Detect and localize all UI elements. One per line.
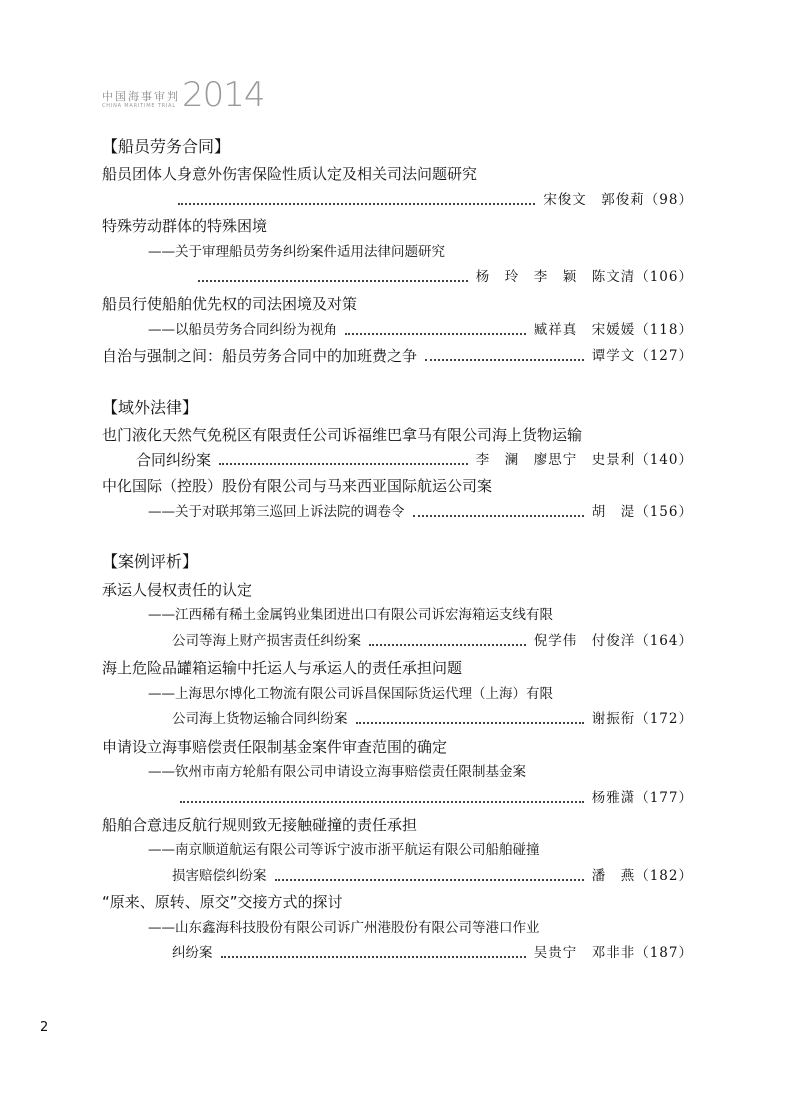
toc-entry-title[interactable]: 船舶合意违反航行规则致无接触碰撞的责任承担	[102, 816, 418, 834]
toc-entry-subtitle: ——江西稀有稀土金属钨业集团进出口有限公司诉宏海箱运支线有限	[148, 607, 553, 623]
toc-entry-leader	[136, 450, 693, 470]
leader-dots	[178, 203, 535, 205]
leader-dots	[345, 333, 526, 335]
leader-dots	[413, 515, 584, 517]
toc-entry-subtitle-cont: 纠纷案	[172, 945, 213, 961]
toc-entry-leader	[172, 788, 693, 808]
leader-dots	[221, 956, 526, 958]
leader-dots	[356, 722, 584, 724]
leader-dots	[180, 801, 584, 803]
toc-entry-title[interactable]: 申请设立海事赔偿责任限制基金案件审查范围的确定	[102, 738, 448, 756]
toc-entry-leader	[172, 709, 693, 729]
toc-entry-leader	[172, 943, 693, 963]
toc-entry-author: 潘 燕（182）	[591, 868, 693, 884]
toc-entry-subtitle: ——以船员劳务合同纠纷为视角	[148, 322, 337, 338]
section-heading-foreign-law: 【域外法律】	[102, 398, 199, 417]
leader-dots	[219, 463, 468, 465]
toc-entry-leader	[170, 190, 693, 210]
toc-entry-leader	[190, 267, 693, 287]
toc-entry-subtitle: ——关于审理船员劳务纠纷案件适用法律问题研究	[148, 244, 445, 260]
toc-entry-author: 倪学伟 付俊洋（164）	[533, 633, 693, 649]
toc-entry-author: 臧祥真 宋媛媛（118）	[533, 322, 693, 338]
toc-entry-author: 谭学文（127）	[591, 348, 693, 364]
toc-entry-title[interactable]: 中化国际（控股）股份有限公司与马来西亚国际航运公司案	[102, 477, 493, 495]
leader-dots	[425, 359, 584, 361]
toc-entry-author: 宋俊文 郭俊莉（98）	[543, 192, 693, 208]
toc-entry-title[interactable]: 船员行使船舶优先权的司法困境及对策	[102, 295, 358, 313]
toc-entry-title-cont[interactable]: 合同纠纷案	[136, 451, 212, 469]
toc-entry-leader	[172, 866, 693, 886]
toc-entry-leader	[148, 502, 693, 522]
toc-entry-title[interactable]: 特殊劳动群体的特殊困境	[102, 217, 268, 235]
toc-entry-title[interactable]: 海上危险品罐箱运输中托运人与承运人的责任承担问题	[102, 659, 463, 677]
toc-entry-title[interactable]: 自治与强制之间：船员劳务合同中的加班费之争	[102, 347, 418, 365]
toc-entry-author: 吴贵宁 邓非非（187）	[533, 945, 693, 961]
toc-entry-subtitle: ——关于对联邦第三巡回上诉法院的调卷令	[148, 504, 405, 520]
toc-entry-title[interactable]: 承运人侵权责任的认定	[102, 581, 253, 599]
journal-logo	[102, 75, 265, 115]
section-heading-case-review: 【案例评析】	[102, 552, 199, 571]
leader-dots	[198, 280, 468, 282]
toc-entry-subtitle: ——上海思尔博化工物流有限公司诉昌保国际货运代理（上海）有限	[148, 686, 553, 702]
toc-entry-subtitle-cont: 损害赔偿纠纷案	[172, 868, 267, 884]
toc-entry-author: 杨雅潇（177）	[591, 790, 693, 806]
toc-entry-author: 李 澜 廖思宁 史景利（140）	[475, 452, 693, 468]
leader-dots	[369, 644, 526, 646]
toc-entry-title[interactable]: 船员团体人身意外伤害保险性质认定及相关司法问题研究	[102, 165, 478, 183]
toc-entry-leader	[102, 346, 693, 366]
section-heading-seafarer-contract: 【船员劳务合同】	[102, 137, 231, 156]
toc-entry-subtitle: ——南京顺道航运有限公司等诉宁波市浙平航运有限公司船舶碰撞	[148, 842, 540, 858]
toc-entry-author: 胡 湜（156）	[591, 504, 693, 520]
toc-entry-author: 杨 玲 李 颖 陈文清（106）	[475, 269, 693, 285]
logo-chinese: 中国海事审判	[102, 90, 180, 103]
toc-entry-title[interactable]: “原来、原转、原交”交接方式的探讨	[102, 893, 343, 911]
toc-entry-subtitle: ——钦州市南方轮船有限公司申请设立海事赔偿责任限制基金案	[148, 764, 526, 780]
logo-english: CHINA MARITIME TRIAL	[102, 103, 176, 109]
leader-dots	[275, 879, 584, 881]
page-number: 2	[40, 1020, 49, 1035]
toc-entry-subtitle-cont: 公司海上货物运输合同纠纷案	[172, 711, 348, 727]
toc-entry-subtitle: ——山东鑫海科技股份有限公司诉广州港股份有限公司等港口作业	[148, 920, 540, 936]
logo-year: 2014	[182, 75, 265, 115]
toc-entry-leader	[172, 631, 693, 651]
toc-entry-leader	[148, 320, 693, 340]
toc-entry-author: 谢振衔（172）	[591, 711, 693, 727]
toc-entry-title[interactable]: 也门液化天然气免税区有限责任公司诉福维巴拿马有限公司海上货物运输	[102, 426, 583, 444]
toc-entry-subtitle-cont: 公司等海上财产损害责任纠纷案	[172, 633, 361, 649]
